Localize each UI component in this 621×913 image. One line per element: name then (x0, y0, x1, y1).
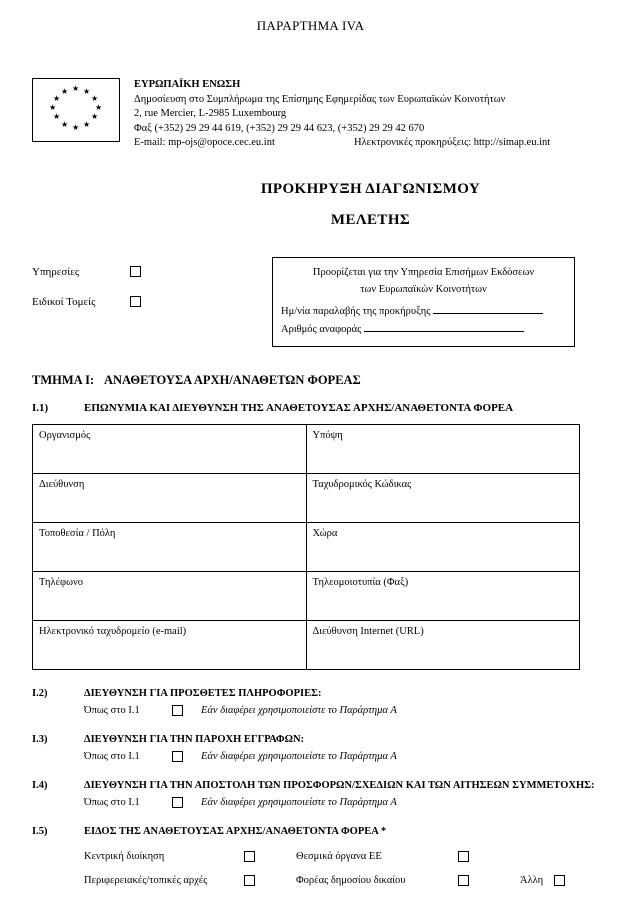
services-and-office-row (0, 257, 621, 347)
table-cell-town[interactable]: Τοποθεσία / Πόλη (33, 522, 307, 571)
option-eu-institution-checkbox[interactable] (458, 851, 469, 862)
option-other-checkbox[interactable] (554, 875, 565, 886)
authority-type-row (84, 845, 621, 869)
option-central-government-label: Κεντρική διοίκηση (84, 851, 165, 863)
option-public-body-checkbox-cell (458, 875, 520, 886)
eu-flag-icon: ★ ★ ★ ★ ★ ★ ★ ★ ★ ★ ★ ★ (32, 78, 120, 142)
eu-header-text (134, 78, 550, 151)
table-cell-fax[interactable]: Τηλεομοιοτυπία (Φαξ) (306, 571, 580, 620)
office-box-date-field[interactable] (433, 302, 543, 314)
item-1-2-title: ΔΙΕΥΘΥΝΣΗ ΓΙΑ ΠΡΟΣΘΕΤΕΣ ΠΛΗΡΟΦΟΡΙΕΣ: (84, 687, 322, 699)
office-box-date-label: Ημ/νία παραλαβής της προκήρυξης (281, 305, 431, 317)
item-1-3-checkbox[interactable] (172, 751, 183, 762)
eu-address-line: 2, rue Mercier, L-2985 Luxembourg (134, 108, 287, 119)
item-1-3-title: ΔΙΕΥΘΥΝΣΗ ΓΙΑ ΤΗΝ ΠΑΡΟΧΗ ΕΓΓΡΑΦΩΝ: (84, 733, 305, 745)
services-label: Υπηρεσίες (32, 265, 80, 278)
special-sectors-label: Ειδικοί Τομείς (32, 295, 96, 308)
eu-simap-line: Ηλεκτρονικές προκηρύξεις: http://simap.eu.int (354, 137, 551, 148)
option-other-cell (520, 875, 578, 886)
services-checkbox-group (32, 257, 272, 347)
table-cell-organisation[interactable]: Οργανισμός (33, 424, 307, 473)
table-cell-postcode[interactable]: Ταχυδρομικός Κώδικας (306, 473, 580, 522)
item-1-3-as-in-label: Όπως στο I.1 (84, 750, 140, 762)
option-eu-institution-checkbox-cell (458, 851, 520, 862)
item-1-2-note: Εάν διαφέρει χρησιμοποιείστε το Παράρτημα Α (201, 704, 397, 716)
office-box-ref-label: Αριθμός αναφοράς (281, 323, 362, 335)
section-number: ΤΜΗΜΑ I: (32, 372, 95, 387)
item-1-1-heading (32, 402, 621, 414)
table-row (33, 522, 580, 571)
item-1-2-checkbox[interactable] (172, 705, 183, 716)
item-1-2 (32, 688, 621, 716)
item-1-4-as-in-label: Όπως στο I.1 (84, 796, 140, 808)
item-1-1-number: I.1) (32, 401, 49, 414)
item-1-5 (32, 826, 621, 893)
option-regional-local-checkbox-cell (244, 875, 296, 886)
item-1-4-title: ΔΙΕΥΘΥΝΣΗ ΓΙΑ ΤΗΝ ΑΠΟΣΤΟΛΗ ΤΩΝ ΠΡΟΣΦΟΡΩΝ/ΣΧΕΔΙΩΝ ΚΑΙ ΤΩΝ ΑΙΤΗΣΕΩΝ ΣΥΜΜΕΤΟΧΗΣ: (84, 779, 595, 791)
item-1-1-title: ΕΠΩΝΥΜΙΑ ΚΑΙ ΔΙΕΥΘΥΝΣΗ ΤΗΣ ΑΝΑΘΕΤΟΥΣΑΣ ΑΡΧΗΣ/ΑΝΑΘΕΤΟΝΤΑ ΦΟΡΕΑ (84, 401, 514, 414)
section-heading (32, 373, 621, 388)
table-cell-url[interactable]: Διεύθυνση Internet (URL) (306, 620, 580, 669)
table-row (33, 571, 580, 620)
item-1-2-as-in-label: Όπως στο I.1 (84, 704, 140, 716)
notice-heading-1: ΠΡΟΚΗΡΥΞΗ ΔΙΑΓΩΝΙΣΜΟΥ (260, 180, 481, 197)
item-1-4-number: I.4) (32, 779, 48, 791)
option-public-body-label: Φορέας δημοσίου δικαίου (296, 875, 406, 887)
item-1-3-note: Εάν διαφέρει χρησιμοποιείστε το Παράρτημα Α (201, 750, 397, 762)
table-row (33, 473, 580, 522)
office-box-line1: Προορίζεται για την Υπηρεσία Επισήμων Εκδόσεων (312, 266, 535, 278)
table-row (33, 620, 580, 669)
item-1-3 (32, 734, 621, 762)
option-other-label: Άλλη (520, 875, 544, 887)
eu-publication-line: Δημοσίευση στο Συμπλήρωμα της Επίσημης Εφημερίδας των Ευρωπαϊκών Κοινοτήτων (134, 93, 506, 105)
notice-heading-2: ΜΕΛΕΤΗΣ (330, 211, 411, 228)
option-regional-local-label: Περιφερειακές/τοπικές αρχές (84, 875, 208, 887)
services-checkbox[interactable] (130, 266, 141, 277)
item-1-4-note: Εάν διαφέρει χρησιμοποιείστε το Παράρτημα Α (201, 796, 397, 808)
option-central-government-checkbox-cell (244, 851, 296, 862)
item-1-5-title: ΕΙΔΟΣ ΤΗΣ ΑΝΑΘΕΤΟΥΣΑΣ ΑΡΧΗΣ/ΑΝΑΘΕΤΟΝΤΑ ΦΟΡΕΑ * (84, 825, 387, 837)
option-public-body-checkbox[interactable] (458, 875, 469, 886)
authority-info-table (32, 424, 580, 670)
office-box-ref-field[interactable] (364, 320, 524, 332)
authority-type-options (32, 845, 621, 893)
table-cell-country[interactable]: Χώρα (306, 522, 580, 571)
item-1-3-number: I.3) (32, 733, 48, 745)
option-central-government-checkbox[interactable] (244, 851, 255, 862)
item-1-4-checkbox[interactable] (172, 797, 183, 808)
authority-type-row (84, 869, 621, 893)
office-use-box (272, 257, 575, 347)
table-cell-email[interactable]: Ηλεκτρονικό ταχυδρομείο (e-mail) (33, 620, 307, 669)
office-box-line2: των Ευρωπαϊκών Κοινοτήτων (360, 283, 487, 295)
special-sectors-checkbox[interactable] (130, 296, 141, 307)
option-regional-local-checkbox[interactable] (244, 875, 255, 886)
item-1-5-number: I.5) (32, 825, 48, 837)
eu-name: ΕΥΡΩΠΑΪΚΗ ΕΝΩΣΗ (134, 79, 241, 90)
table-cell-telephone[interactable]: Τηλέφωνο (33, 571, 307, 620)
table-cell-attention[interactable]: Υπόψη (306, 424, 580, 473)
eu-fax-line: Φαξ (+352) 29 29 44 619, (+352) 29 29 44 623, (+352) 29 29 42 670 (134, 122, 425, 134)
option-eu-institution-label: Θεσμικά όργανα ΕΕ (296, 851, 382, 863)
table-cell-address[interactable]: Διεύθυνση (33, 473, 307, 522)
eu-email-line: E-mail: mp-ojs@opoce.cec.eu.int (134, 137, 275, 148)
item-1-2-number: I.2) (32, 687, 48, 699)
item-1-4 (32, 780, 621, 808)
section-title: ΑΝΑΘΕΤΟΥΣΑ ΑΡΧΗ/ΑΝΑΘΕΤΩΝ ΦΟΡΕΑΣ (104, 372, 361, 387)
table-row (33, 424, 580, 473)
eu-header-block (32, 78, 621, 151)
page-title: ΠΑΡΑΡΤΗΜΑ IVA (256, 18, 365, 33)
document-page (0, 18, 621, 913)
